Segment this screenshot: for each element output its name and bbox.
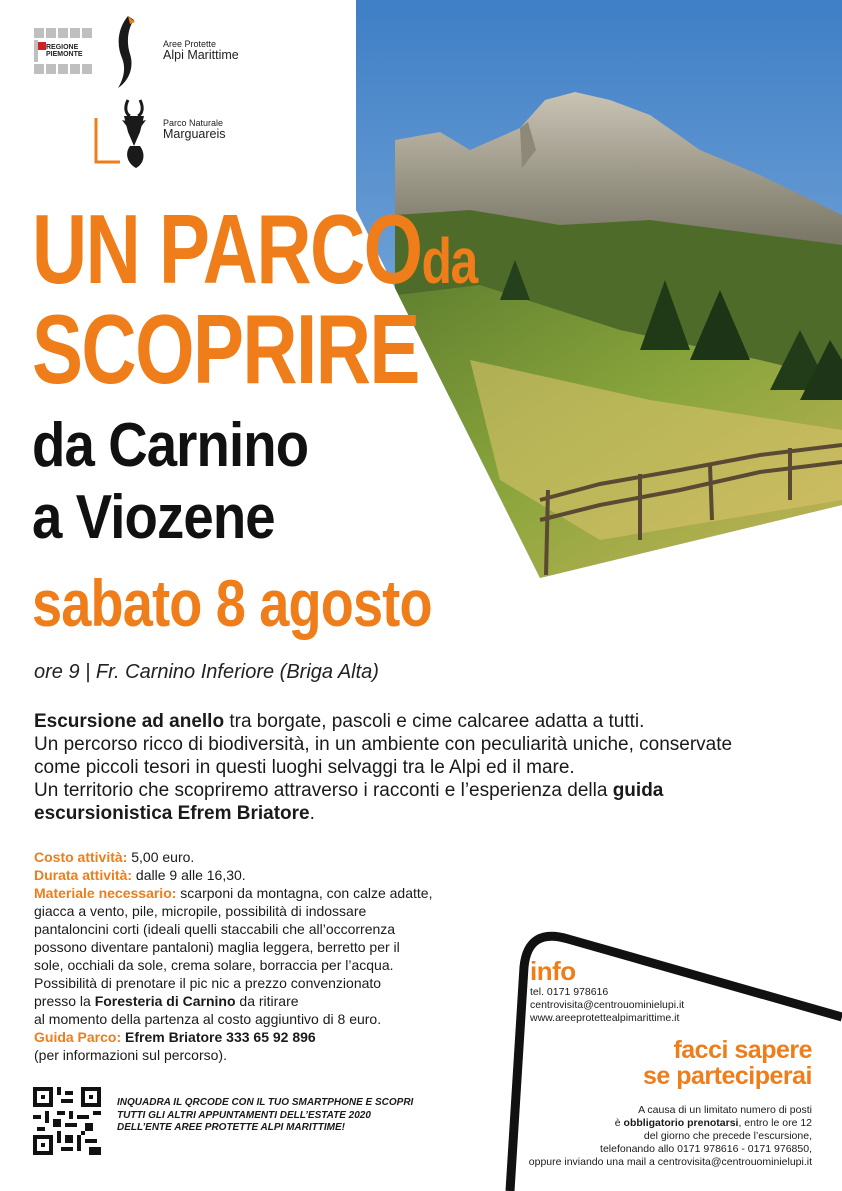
picnic-line-1: Possibilità di prenotare il pic nic a prezzo convenzionato <box>34 975 382 991</box>
intro-text-1: tra borgate, pascoli e cime calcaree adatta a tutti. <box>224 711 645 732</box>
durata-label: Durata attività: <box>34 867 133 883</box>
regione-piemonte-logo <box>34 28 94 82</box>
materiale-line-2: giacca a vento, pile, micropile, possibilità di indossare <box>34 903 367 919</box>
aree-protette-logo-text <box>163 40 239 63</box>
guida-label: Guida Parco: <box>34 1029 122 1045</box>
notice-line-3: del giorno che precede l’escursione, <box>643 1130 812 1142</box>
info-tel[interactable]: tel. 0171 978616 <box>530 986 609 998</box>
facci-line-1: facci sapere <box>673 1036 812 1064</box>
route-line-2: a Viozene <box>32 483 275 552</box>
notice-line-4: telefonando allo 0171 978616 - 0171 976850, <box>600 1143 812 1155</box>
meeting-info: ore 9 | Fr. Carnino Inferiore (Briga Alta) <box>34 661 379 683</box>
picnic-line-3: al momento della partenza al costo aggiuntivo di 8 euro. <box>34 1011 382 1027</box>
materiale-label: Materiale necessario: <box>34 885 177 901</box>
booking-notice <box>492 1104 812 1169</box>
intro-line-5-end: . <box>309 803 315 824</box>
route-line-1: da Carnino <box>32 411 309 480</box>
qr-code[interactable] <box>33 1087 101 1155</box>
qr-note-line-2: TUTTI GLI ALTRI APPUNTAMENTI DELL’ESTATE 2020 <box>117 1109 371 1121</box>
title-da: da <box>421 225 477 297</box>
alpi-marittime-label: Alpi Marittime <box>163 48 239 63</box>
materiale-line-4: possono diventare pantaloni) maglia leggera, berretto per il <box>34 939 400 955</box>
intro-bold-1: Escursione ad anello <box>34 711 225 732</box>
intro-line-3: come piccoli tesori in questi luoghi selvaggi tra le Alpi ed il mare. <box>34 757 575 778</box>
info-heading: info <box>530 956 576 986</box>
picnic-line-2a: presso la <box>34 993 95 1009</box>
intro-line-4-bold: guida <box>612 780 664 801</box>
qr-note <box>117 1097 413 1135</box>
costo-label: Costo attività: <box>34 849 128 865</box>
foresteria-name: Foresteria di Carnino <box>94 993 236 1009</box>
notice-line-1: A causa di un limitato numero di posti <box>638 1104 812 1116</box>
info-email[interactable]: centrovisita@centrouominielupi.it <box>530 999 685 1011</box>
info-web[interactable]: www.areeprotettealpimarittime.it <box>530 1012 680 1024</box>
facci-sapere <box>512 1037 812 1089</box>
parco-naturale-label: Parco Naturale <box>163 118 224 128</box>
title-scoprire: SCOPRIRE <box>32 294 419 404</box>
alpi-marittime-bird-icon <box>108 14 142 90</box>
piemonte-label: PIEMONTE <box>46 51 83 59</box>
materiale-value: scarponi da montagna, con calze adatte, <box>176 885 433 901</box>
intro-line-5-bold: escursionistica Efrem Briatore <box>34 803 310 824</box>
notice-line-2a: è <box>614 1117 624 1129</box>
intro-line-4: Un territorio che scopriremo attraverso i racconti e l’esperienza della <box>34 780 613 801</box>
intro-paragraph <box>34 710 794 825</box>
costo-value: 5,00 euro. <box>127 849 195 865</box>
title-un-parco: UN PARCO <box>32 194 422 304</box>
materiale-line-5: sole, occhiali da sole, crema solare, borraccia per l’acqua. <box>34 957 394 973</box>
title-line-1 <box>32 194 477 304</box>
notice-obbligatorio: obbligatorio prenotarsi <box>623 1117 739 1129</box>
info-contacts <box>530 986 684 1025</box>
guida-value: Efrem Briatore 333 65 92 896 <box>121 1029 316 1045</box>
materiale-line-3: pantaloncini corti (ideali quelli staccabili che all’occorrenza <box>34 921 396 937</box>
notice-line-2b: , entro le ore 12 <box>738 1117 812 1129</box>
marguareis-chamois-icon <box>94 98 156 170</box>
facci-line-2: se parteciperai <box>643 1062 812 1090</box>
qr-note-line-3: DELL’ENTE AREE PROTETTE ALPI MARITTIME! <box>117 1122 345 1133</box>
guida-note: (per informazioni sul percorso). <box>34 1047 227 1063</box>
activity-details <box>34 848 474 1064</box>
qr-note-line-1: INQUADRA IL QRCODE CON IL TUO SMARTPHONE E SCOPRI <box>117 1097 414 1108</box>
aree-protette-label: Aree Protette <box>163 39 217 49</box>
regione-label: REGIONE <box>46 44 79 51</box>
notice-line-5: oppure inviando una mail a centrovisita@centrouominielupi.it <box>528 1156 812 1168</box>
durata-value: dalle 9 alle 16,30. <box>132 867 246 883</box>
picnic-line-2b: da ritirare <box>235 993 299 1009</box>
intro-line-2: Un percorso ricco di biodiversità, in un ambiente con peculiarità uniche, conservate <box>34 734 733 755</box>
marguareis-label: Marguareis <box>163 127 226 142</box>
event-date: sabato 8 agosto <box>32 566 432 640</box>
marguareis-logo-text <box>163 119 226 142</box>
